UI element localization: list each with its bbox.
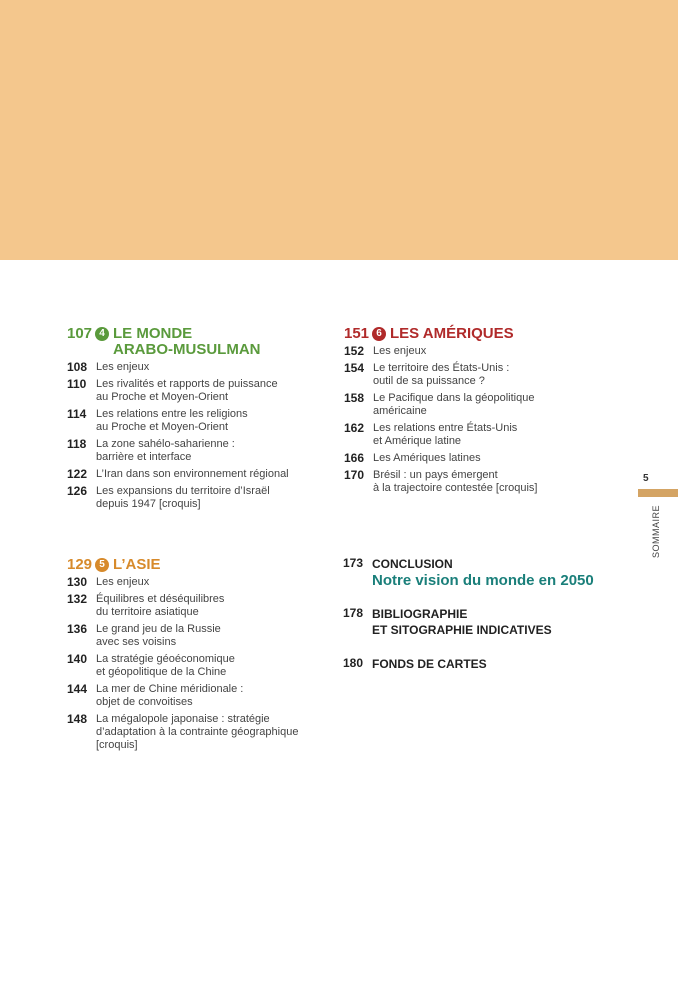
entry-title: Les relations entre États-Unis et Amérique latine [373,422,518,447]
entry-page: 180 [343,656,364,670]
section-title: LE MONDE ARABO-MUSULMAN [113,325,261,358]
entry-title: FONDS DE CARTES [372,657,487,671]
section-title: L’ASIE [113,556,161,573]
section-page-number: 107 [67,325,93,342]
entry-page: 130 [67,575,88,589]
entry-title: Les enjeux [96,576,150,588]
toc-entry[interactable] [67,683,337,709]
section-heading[interactable] [67,557,337,573]
entry-title: Les enjeux [373,345,427,357]
entry-page: 136 [67,622,88,636]
entry-page: 154 [344,361,365,375]
map-backgrounds-entry[interactable] [343,656,487,672]
toc-entry[interactable] [344,422,624,448]
running-section-label: SOMMAIRE [651,505,661,559]
header-color-band [0,0,678,260]
entry-list [344,345,624,495]
toc-entry[interactable] [344,345,624,358]
section-heading[interactable] [67,326,337,358]
entry-page: 148 [67,712,88,726]
entry-page: 152 [344,344,365,358]
entry-title: BIBLIOGRAPHIE ET SITOGRAPHIE INDICATIVES [372,607,552,637]
entry-title: CONCLUSION [372,557,453,571]
entry-page: 140 [67,652,88,666]
section-number-badge: 5 [95,558,109,572]
toc-entry[interactable] [67,623,337,649]
entry-page: 122 [67,467,88,481]
toc-entry[interactable] [344,392,624,418]
entry-title: Le territoire des États-Unis : outil de sa puissance ? [373,362,510,387]
entry-title: Le grand jeu de la Russie avec ses voisins [96,623,221,648]
entry-title: Les Amériques latines [373,452,481,464]
entry-title: Équilibres et déséquilibres du territoire asiatique [96,593,225,618]
section-page-number: 129 [67,556,93,573]
page-number: 5 [643,473,649,484]
toc-entry[interactable] [67,438,337,464]
entry-page: 173 [343,556,364,570]
section-number-badge: 6 [372,327,386,341]
entry-page: 166 [344,451,365,465]
section-heading[interactable] [344,326,624,342]
entry-title: Les relations entre les religions au Proche et Moyen-Orient [96,408,248,433]
entry-title: La zone sahélo-saharienne : barrière et interface [96,438,235,463]
toc-entry[interactable] [67,593,337,619]
entry-page: 108 [67,360,88,374]
section-number-badge: 4 [95,327,109,341]
section-monde-arabo-musulman [67,326,337,515]
section-asie [67,557,337,756]
entry-page: 126 [67,484,88,498]
entry-title: Les expansions du territoire d’Israël depuis 1947 [croquis] [96,485,270,510]
section-ameriques [344,326,624,499]
conclusion-subtitle: Notre vision du monde en 2050 [372,572,594,589]
entry-title: La mégalopole japonaise : stratégie d’adaptation à la contrainte géographique [croquis] [96,713,299,751]
entry-page: 158 [344,391,365,405]
entry-title: La mer de Chine méridionale : objet de convoitises [96,683,244,708]
entry-title: Les rivalités et rapports de puissance au Proche et Moyen-Orient [96,378,278,403]
conclusion-entry[interactable] [343,556,594,589]
toc-entry[interactable] [344,469,624,495]
entry-page: 144 [67,682,88,696]
entry-title: L’Iran dans son environnement régional [96,468,289,480]
toc-entry[interactable] [67,653,337,679]
toc-entry[interactable] [67,408,337,434]
toc-entry[interactable] [67,576,337,589]
bibliography-entry[interactable] [343,606,552,638]
entry-page: 132 [67,592,88,606]
entry-page: 118 [67,437,87,451]
entry-title: La stratégie géoéconomique et géopolitique de la Chine [96,653,235,678]
toc-entry[interactable] [67,713,337,752]
entry-list [67,576,337,752]
section-page-number: 151 [344,325,370,342]
toc-entry[interactable] [67,361,337,374]
entry-page: 162 [344,421,365,435]
entry-title: Le Pacifique dans la géopolitique américaine [373,392,535,417]
entry-page: 110 [67,377,87,391]
entry-list [67,361,337,511]
entry-page: 178 [343,606,364,620]
entry-title: Brésil : un pays émergent à la trajectoire contestée [croquis] [373,469,538,494]
page-tab-marker [638,489,678,497]
toc-entry[interactable] [344,452,624,465]
toc-entry[interactable] [67,378,337,404]
section-title: LES AMÉRIQUES [390,325,514,342]
entry-page: 114 [67,407,87,421]
toc-entry[interactable] [67,485,337,511]
entry-title: Les enjeux [96,361,150,373]
toc-entry[interactable] [67,468,337,481]
entry-page: 170 [344,468,365,482]
toc-entry[interactable] [344,362,624,388]
